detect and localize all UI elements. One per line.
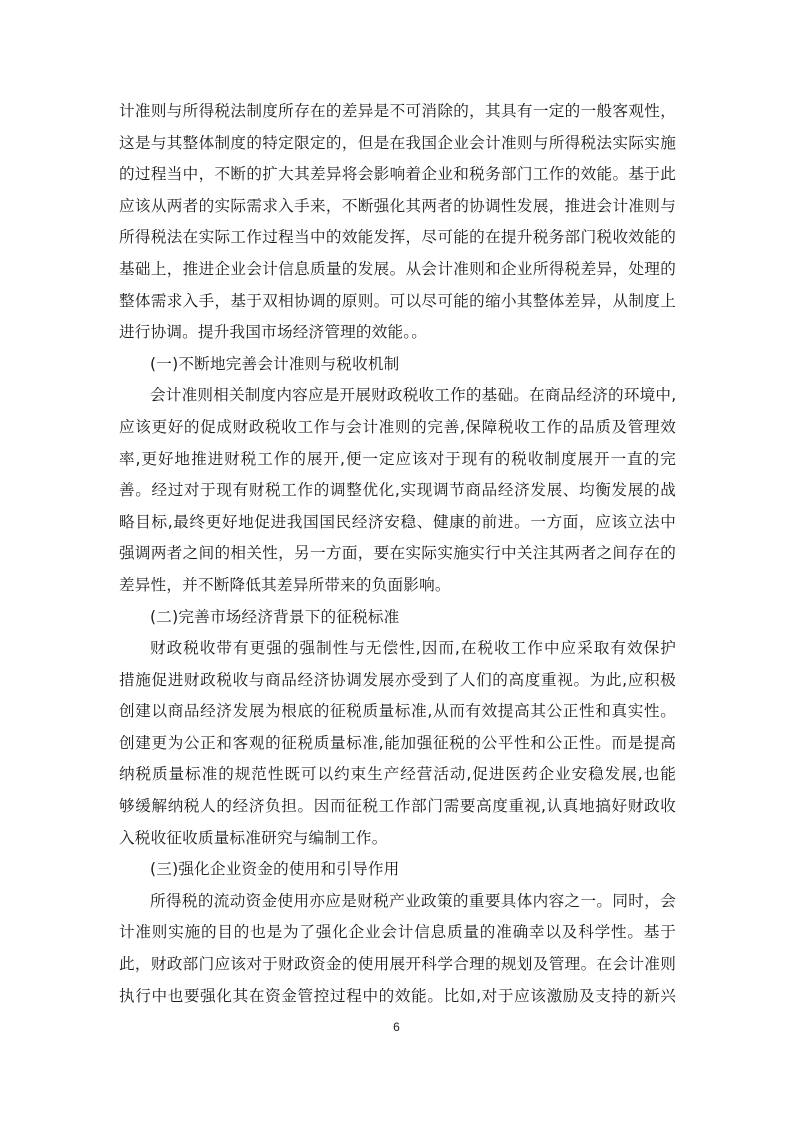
text-line: 强调两者之间的相关性，另一方面，要在实际实施实行中关注其两者之间存在的 (119, 544, 676, 563)
text-line: 差异性，并不断降低其差异所带来的负面影响。 (119, 575, 451, 594)
text-line: 率,更好地推进财税工作的展开,便一定应该对于现有的税收制度展开一直的完 (119, 449, 676, 468)
text-line: 这是与其整体制度的特定限定的，但是在我国企业会计准则与所得税法实际实施 (119, 133, 676, 152)
text-line: 纳税质量标准的规范性既可以约束生产经营活动,促进医药企业安稳发展,也能 (119, 765, 676, 784)
text-line: 略目标,最终更好地促进我国国民经济安稳、健康的前进。一方面，应该立法中 (119, 512, 676, 531)
text-line: 会计准则相关制度内容应是开展财政税收工作的基础。在商品经济的环境中, (150, 386, 677, 405)
text-line: 进行协调。提升我国市场经济管理的效能。。 (119, 323, 428, 342)
text-line: 善。经过对于现有财税工作的调整优化,实现调节商品经济发展、均衡发展的战 (119, 481, 676, 500)
text-line: 入税收征收质量标准研究与编制工作。 (119, 828, 388, 847)
text-line: 创建更为公正和客观的征税质量标准,能加强征税的公平性和公正性。而是提高 (119, 733, 676, 752)
text-line: 的过程当中，不断的扩大其差异将会影响着企业和税务部门工作的效能。基于此 (119, 165, 676, 184)
text-line: 基础上，推进企业会计信息质量的发展。从会计准则和企业所得税差异，处理的 (119, 259, 676, 278)
text-line: 所得税的流动资金使用亦应是财税产业政策的重要具体内容之一。同时，会 (150, 891, 676, 910)
text-line: 执行中也要强化其在资金管控过程中的效能。比如,对于应该激励及支持的新兴 (119, 986, 676, 1005)
text-line: 财政税收带有更强的强制性与无偿性,因而,在税收工作中应采取有效保护 (150, 639, 676, 658)
text-line: 所得税法在实际工作过程当中的效能发挥，尽可能的在提升税务部门税收效能的 (119, 228, 676, 247)
text-line: 此，财政部门应该对于财政资金的使用展开科学合理的规划及管理。在会计准则 (119, 955, 676, 974)
body-text (119, 96, 676, 1012)
text-line: 措施促进财政税收与商品经济协调发展亦受到了人们的高度重视。为此,应积极 (119, 670, 676, 689)
text-line: 整体需求入手，基于双相协调的原则。可以尽可能的缩小其整体差异，从制度上 (119, 291, 676, 310)
text-line: 应该更好的促成财政税收工作与会计准则的完善,保障税收工作的品质及管理效 (119, 417, 676, 436)
page-number: 6 (393, 1020, 400, 1034)
section-heading-1: (一)不断地完善会计准则与税收机制 (150, 354, 400, 373)
section-heading-3: (三)强化企业资金的使用和引导作用 (150, 860, 400, 879)
text-line: 应该从两者的实际需求入手来，不断强化其两者的协调性发展，推进会计准则与 (119, 196, 676, 215)
text-line: 计准则与所得税法制度所存在的差异是不可消除的，其具有一定的一般客观性， (119, 102, 676, 120)
text-line: 够缓解纳税人的经济负担。因而征税工作部门需要高度重视,认真地搞好财政收 (119, 797, 676, 816)
section-heading-2: (二)完善市场经济背景下的征税标准 (150, 607, 400, 626)
text-line: 计准则实施的目的也是为了强化企业会计信息质量的准确幸以及科学性。基于 (119, 923, 676, 942)
text-line: 创建以商品经济发展为根底的征税质量标准,从而有效提高其公正性和真实性。 (119, 702, 676, 721)
